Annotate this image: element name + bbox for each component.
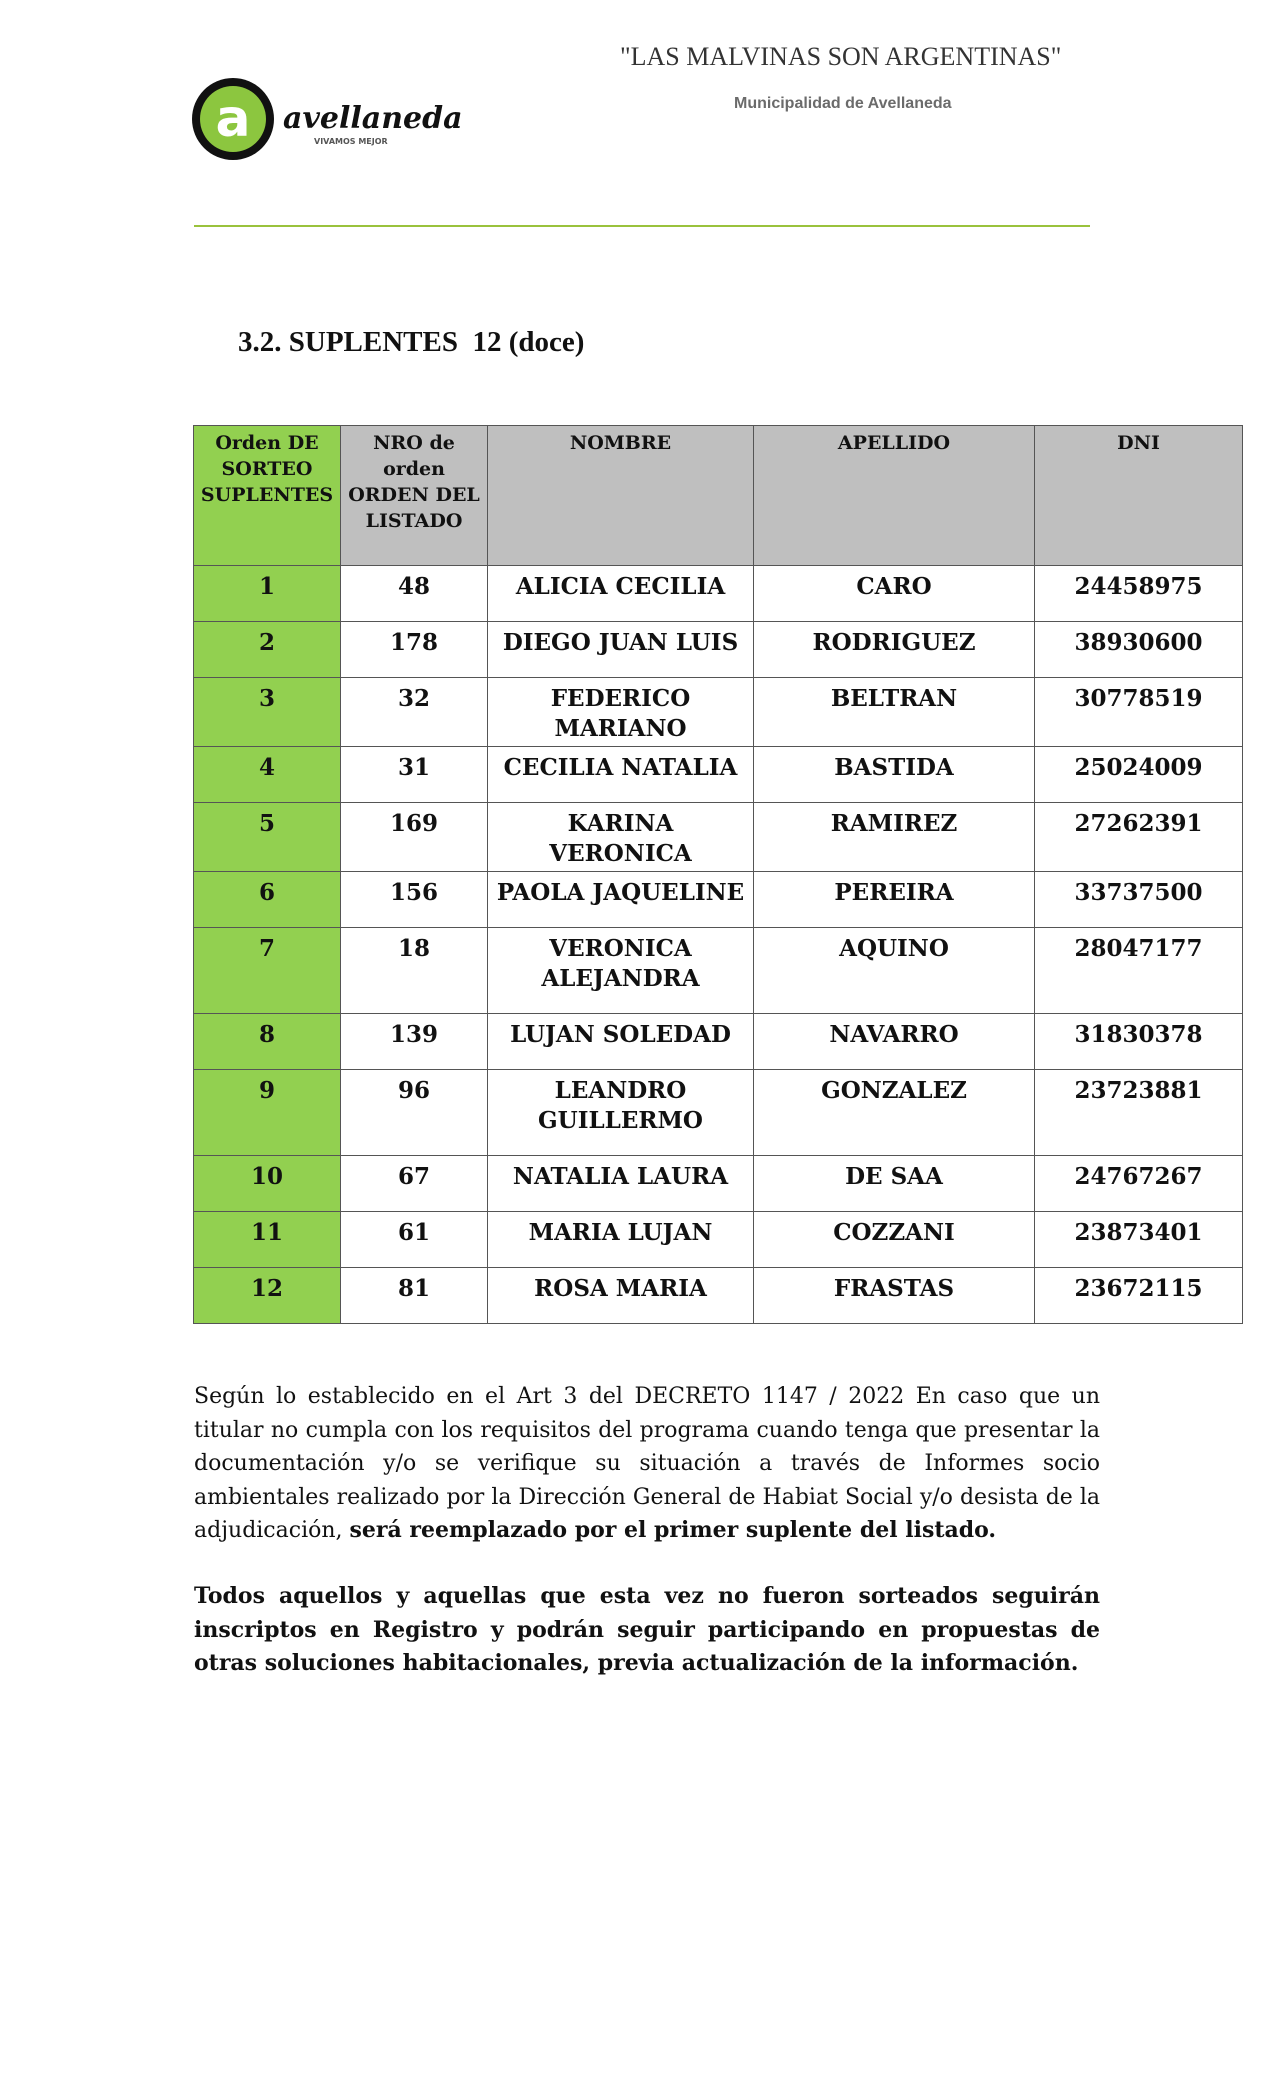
cell-dni: 33737500 [1035, 872, 1243, 928]
replacement-rule-bold-text: será reemplazado por el primer suplente del listado. [349, 1517, 997, 1543]
section-title: 3.2. SUPLENTES 12 (doce) [238, 326, 585, 358]
cell-orden: 8 [194, 1014, 341, 1070]
table-row [194, 1014, 1243, 1070]
cell-dni: 27262391 [1035, 803, 1243, 872]
cell-dni: 38930600 [1035, 622, 1243, 678]
cell-orden: 10 [194, 1156, 341, 1212]
cell-dni: 23873401 [1035, 1212, 1243, 1268]
table-row [194, 1156, 1243, 1212]
logo-letter: a [215, 89, 251, 149]
cell-nombre: CECILIA NATALIA [488, 747, 754, 803]
cell-orden: 12 [194, 1268, 341, 1324]
cell-nombre: ROSA MARIA [488, 1268, 754, 1324]
cell-orden: 6 [194, 872, 341, 928]
cell-orden: 7 [194, 928, 341, 1014]
cell-nombre: VERONICA ALEJANDRA [488, 928, 754, 1014]
table-row [194, 928, 1243, 1014]
cell-apellido: GONZALEZ [754, 1070, 1035, 1156]
logo-tagline: VIVAMOS MEJOR [314, 137, 388, 146]
table-row [194, 678, 1243, 747]
cell-dni: 28047177 [1035, 928, 1243, 1014]
cell-apellido: DE SAA [754, 1156, 1035, 1212]
cell-orden: 2 [194, 622, 341, 678]
cell-dni: 23672115 [1035, 1268, 1243, 1324]
cell-dni: 24767267 [1035, 1156, 1243, 1212]
cell-nombre: FEDERICO MARIANO [488, 678, 754, 747]
avellaneda-logo [190, 74, 463, 164]
cell-apellido: FRASTAS [754, 1268, 1035, 1324]
header-apellido: APELLIDO [754, 426, 1035, 566]
cell-nro: 61 [341, 1212, 488, 1268]
header-motto: "LAS MALVINAS SON ARGENTINAS" [620, 42, 1062, 71]
replacement-rule-text: Según lo establecido en el Art 3 del DECRETO 1147 / 2022 En caso que un titular no cumpla con los requisitos del programa cuando tenga que presentar la documentación y/o se verifique su situación a través de Informes socio ambientales realizado por la Dirección General de Habiat Social y/o desista de la adjudicación, [194, 1384, 1100, 1543]
cell-nombre: NATALIA LAURA [488, 1156, 754, 1212]
cell-orden: 4 [194, 747, 341, 803]
suplentes-table [193, 425, 1243, 1324]
cell-nro: 31 [341, 747, 488, 803]
cell-nro: 67 [341, 1156, 488, 1212]
cell-nombre: ALICIA CECILIA [488, 566, 754, 622]
cell-nro: 18 [341, 928, 488, 1014]
cell-apellido: PEREIRA [754, 872, 1035, 928]
cell-dni: 31830378 [1035, 1014, 1243, 1070]
logo-wordmark: avellaneda [283, 101, 463, 136]
table-row [194, 566, 1243, 622]
table-row [194, 747, 1243, 803]
cell-dni: 24458975 [1035, 566, 1243, 622]
cell-nombre: MARIA LUJAN [488, 1212, 754, 1268]
table-row [194, 803, 1243, 872]
header-dni: DNI [1035, 426, 1243, 566]
table-row [194, 622, 1243, 678]
cell-nombre: PAOLA JAQUELINE [488, 872, 754, 928]
cell-apellido: AQUINO [754, 928, 1035, 1014]
header-divider [194, 225, 1090, 227]
cell-apellido: RODRIGUEZ [754, 622, 1035, 678]
cell-nro: 81 [341, 1268, 488, 1324]
cell-orden: 5 [194, 803, 341, 872]
registry-note-paragraph: Todos aquellos y aquellas que esta vez no fueron sorteados seguirán inscriptos en Registro y podrán seguir participando en propuestas de otras soluciones habitacionales, previa actualización de la información. [194, 1583, 1100, 1676]
cell-apellido: BELTRAN [754, 678, 1035, 747]
cell-nro: 156 [341, 872, 488, 928]
cell-nro: 169 [341, 803, 488, 872]
table-row [194, 1268, 1243, 1324]
cell-orden: 11 [194, 1212, 341, 1268]
cell-orden: 3 [194, 678, 341, 747]
cell-apellido: BASTIDA [754, 747, 1035, 803]
header-nombre: NOMBRE [488, 426, 754, 566]
header-orden-sorteo: Orden DE SORTEO SUPLENTES [194, 426, 341, 566]
cell-nombre: LEANDRO GUILLERMO [488, 1070, 754, 1156]
table-header-row [194, 426, 1243, 566]
cell-nro: 178 [341, 622, 488, 678]
cell-apellido: CARO [754, 566, 1035, 622]
cell-nombre: LUJAN SOLEDAD [488, 1014, 754, 1070]
cell-apellido: COZZANI [754, 1212, 1035, 1268]
cell-nro: 139 [341, 1014, 488, 1070]
cell-dni: 23723881 [1035, 1070, 1243, 1156]
cell-apellido: RAMIREZ [754, 803, 1035, 872]
cell-apellido: NAVARRO [754, 1014, 1035, 1070]
table-row [194, 872, 1243, 928]
table-row [194, 1070, 1243, 1156]
cell-nro: 96 [341, 1070, 488, 1156]
replacement-rule-paragraph [194, 1380, 1100, 1548]
cell-nro: 32 [341, 678, 488, 747]
cell-dni: 25024009 [1035, 747, 1243, 803]
cell-nro: 48 [341, 566, 488, 622]
table-row [194, 1212, 1243, 1268]
header-nro-orden: NRO de orden ORDEN DEL LISTADO [341, 426, 488, 566]
cell-nombre: DIEGO JUAN LUIS [488, 622, 754, 678]
cell-orden: 9 [194, 1070, 341, 1156]
cell-nombre: KARINA VERONICA [488, 803, 754, 872]
municipality-name: Municipalidad de Avellaneda [734, 95, 952, 112]
cell-orden: 1 [194, 566, 341, 622]
cell-dni: 30778519 [1035, 678, 1243, 747]
